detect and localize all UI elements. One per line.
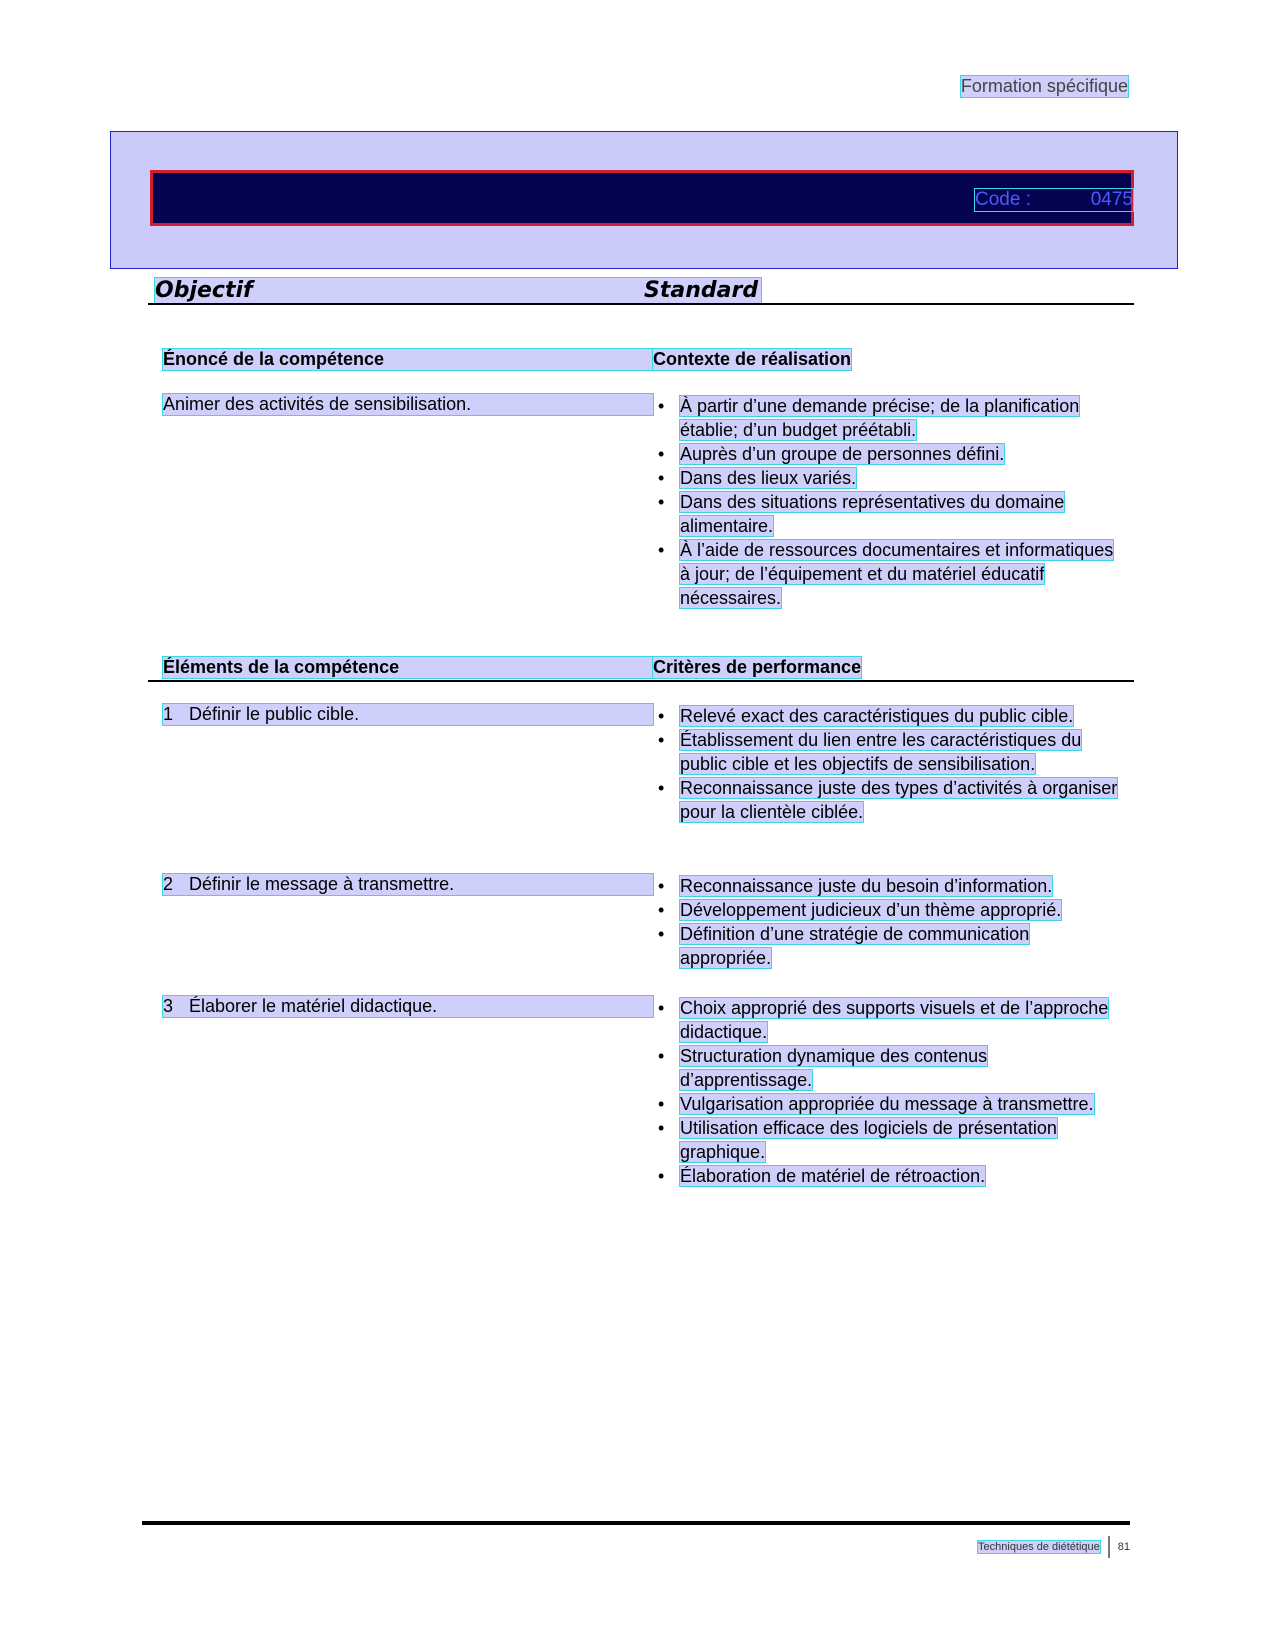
contexte-item <box>658 538 1118 610</box>
footer-page-number: 81 <box>1117 1541 1130 1553</box>
element-number: 1 <box>163 704 174 724</box>
criteria-item <box>658 898 1118 922</box>
objectif-title <box>155 278 761 303</box>
enonce-text: Animer des activités de sensibilisation. <box>163 394 653 415</box>
footer-rule <box>142 1521 1130 1525</box>
criteria-item-text: Élaboration de matériel de rétroaction. <box>680 1166 986 1186</box>
contexte-item-text: Auprès d’un groupe de personnes défini. <box>680 444 1005 464</box>
element-number: 3 <box>163 996 174 1016</box>
element-number: 2 <box>163 874 174 894</box>
criteria-item <box>658 1092 1118 1116</box>
contexte-item <box>658 490 1118 538</box>
criteria-list <box>658 996 1118 1188</box>
contexte-item-text: À partir d’une demande précise; de la planification établie; d’un budget préétabli. <box>680 396 1080 440</box>
enonce-heading: Énoncé de la compétence <box>163 349 653 370</box>
criteria-item-text: Structuration dynamique des contenus d’apprentissage. <box>680 1046 988 1090</box>
criteria-item <box>658 776 1118 824</box>
element-label: Définir le public cible. <box>189 704 360 724</box>
criteria-item-text: Vulgarisation appropriée du message à transmettre. <box>680 1094 1094 1114</box>
criteria-list <box>658 704 1118 824</box>
element-label: Définir le message à transmettre. <box>189 874 455 894</box>
element-item <box>163 996 653 1017</box>
footer-program: Techniques de diététique <box>978 1541 1100 1553</box>
footer <box>978 1536 1130 1558</box>
elements-heading: Éléments de la compétence <box>163 657 653 678</box>
contexte-item <box>658 442 1118 466</box>
criteria-item <box>658 922 1118 970</box>
criteria-item <box>658 996 1118 1044</box>
code-value: 0475 <box>1090 189 1133 210</box>
criteria-item <box>658 1116 1118 1164</box>
criteria-item-text: Définition d’une stratégie de communication appropriée. <box>680 924 1030 968</box>
criteria-list <box>658 874 1118 970</box>
contexte-item-text: À l’aide de ressources documentaires et informatiques à jour; de l’équipement et du matériel éducatif nécessaires. <box>680 540 1114 608</box>
title-rule <box>148 303 1134 305</box>
element-item <box>163 874 653 895</box>
criteria-item-text: Relevé exact des caractéristiques du public cible. <box>680 706 1074 726</box>
contexte-item-text: Dans des situations représentatives du domaine alimentaire. <box>680 492 1065 536</box>
criteria-item <box>658 1164 1118 1188</box>
criteria-item-text: Reconnaissance juste du besoin d’information. <box>680 876 1053 896</box>
element-item <box>163 704 653 725</box>
criteria-item-text: Développement judicieux d’un thème approprié. <box>680 900 1062 920</box>
standard-label: Standard <box>644 278 759 303</box>
contexte-item-text: Dans des lieux variés. <box>680 468 857 488</box>
competency-code <box>975 189 1133 211</box>
footer-separator <box>1108 1536 1110 1558</box>
criteria-item-text: Reconnaissance juste des types d’activités à organiser pour la clientèle ciblée. <box>680 778 1118 822</box>
criteria-item-text: Utilisation efficace des logiciels de présentation graphique. <box>680 1118 1057 1162</box>
elements-rule <box>148 680 1134 682</box>
criteria-item <box>658 728 1118 776</box>
criteria-item-text: Établissement du lien entre les caractéristiques du public cible et les objectifs de sensibilisation. <box>680 730 1082 774</box>
criteria-item <box>658 1044 1118 1092</box>
contexte-heading: Contexte de réalisation <box>653 349 852 369</box>
criteria-heading: Critères de performance <box>653 657 862 677</box>
header-section-title: Formation spécifique <box>960 76 1128 96</box>
criteria-item <box>658 874 1118 898</box>
criteria-item <box>658 704 1118 728</box>
objectif-label: Objectif <box>155 278 253 303</box>
element-label: Élaborer le matériel didactique. <box>189 996 438 1016</box>
contexte-list <box>658 394 1118 610</box>
contexte-item <box>658 394 1118 442</box>
contexte-item <box>658 466 1118 490</box>
code-label: Code : <box>975 189 1031 210</box>
criteria-item-text: Choix approprié des supports visuels et de l’approche didactique. <box>680 998 1109 1042</box>
